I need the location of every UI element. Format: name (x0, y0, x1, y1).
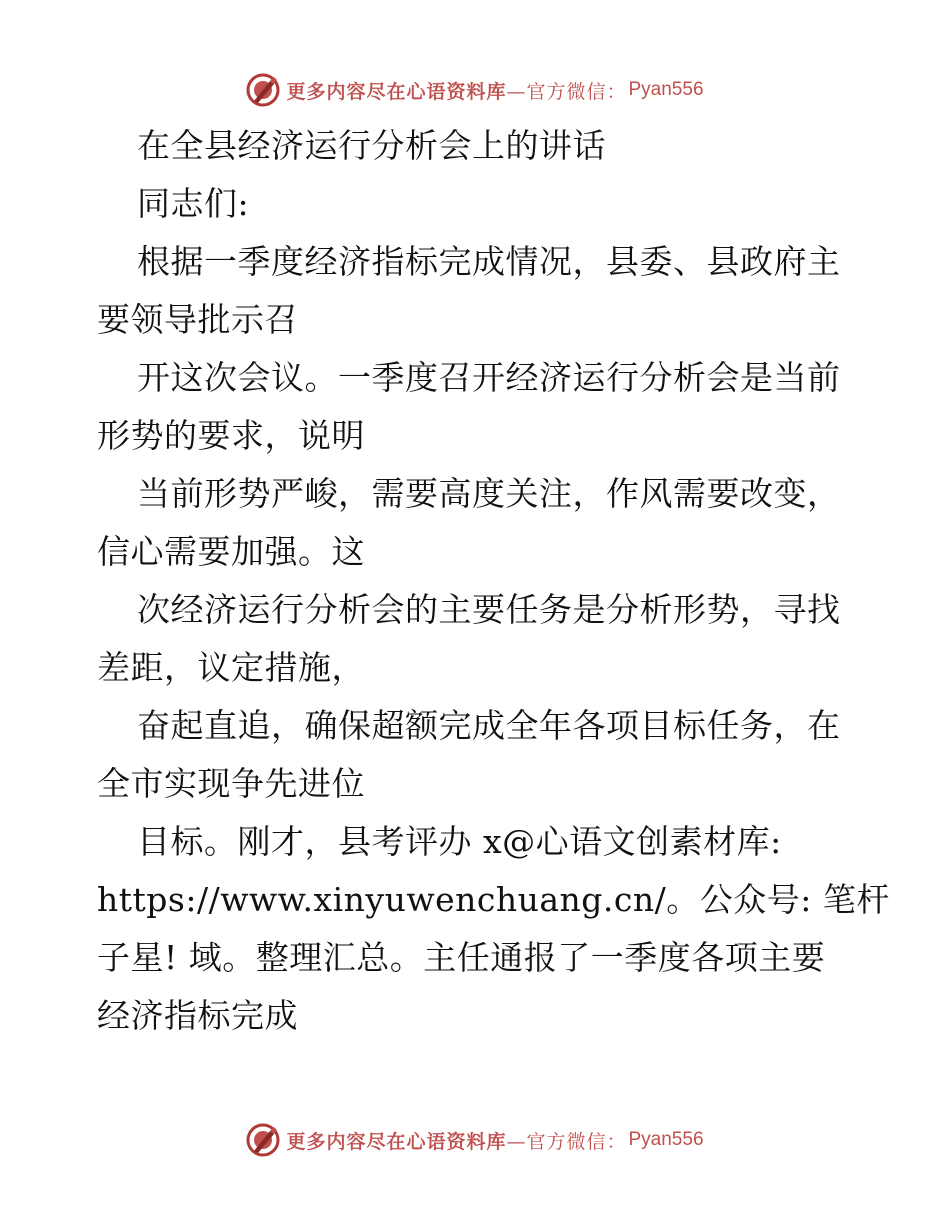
document-line: 目标。刚才，县考评办 x@心语文创素材库: (137, 822, 782, 861)
banner-rest-text: —官方微信： (506, 80, 627, 103)
banner-rest-text: —官方微信： (506, 1130, 627, 1153)
document-line: 当前形势严峻，需要高度关注，作风需要改变， (137, 474, 841, 513)
document-line: 信心需要加强。这 (97, 532, 365, 571)
document-line: 差距，议定措施， (97, 648, 365, 687)
document-body (97, 117, 890, 1045)
document-line: 子星! 域。整理汇总。主任通报了一季度各项主要 (97, 938, 826, 977)
document-line: 开这次会议。一季度召开经济运行分析会是当前 (137, 358, 841, 397)
document-line: 全市实现争先进位 (97, 764, 365, 803)
pen-logo-icon (246, 1123, 280, 1157)
document-line: 要领导批示召 (97, 300, 298, 339)
document-line: https://www.xinyuwenchuang.cn/。公众号: 笔杆 (97, 880, 890, 919)
document-line: 次经济运行分析会的主要任务是分析形势，寻找 (137, 590, 841, 629)
banner-main-text: 更多内容尽在心语资料库 (286, 1130, 507, 1153)
document-line: 根据一季度经济指标完成情况，县委、县政府主 (137, 242, 841, 281)
header-banner (0, 70, 950, 110)
document-line: 形势的要求，说明 (97, 416, 365, 455)
document-line: 奋起直追，确保超额完成全年各项目标任务，在 (137, 706, 841, 745)
document-line: 经济指标完成 (97, 996, 298, 1035)
pen-logo-icon (246, 73, 280, 107)
document-line: 同志们: (137, 184, 250, 223)
footer-banner (0, 1120, 950, 1160)
banner-wechat-id: Pyan556 (628, 1129, 704, 1150)
banner-wechat-id: Pyan556 (628, 79, 704, 100)
banner-main-text: 更多内容尽在心语资料库 (286, 80, 507, 103)
document-line: 在全县经济运行分析会上的讲话 (137, 126, 606, 165)
